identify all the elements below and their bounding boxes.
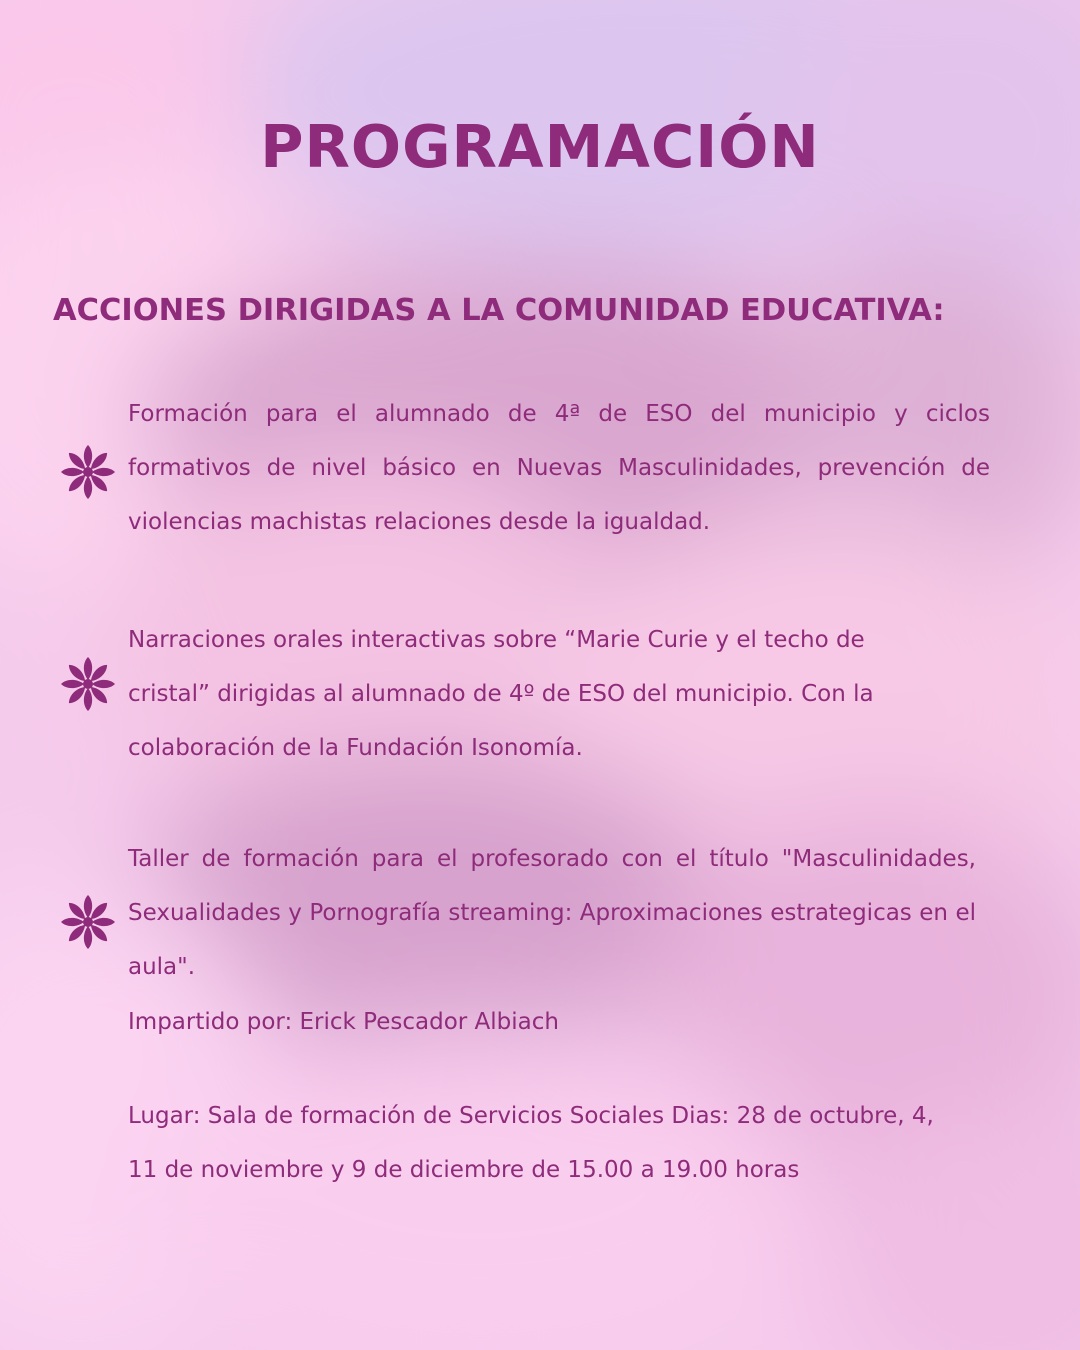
- location-dates: [128, 1089, 1028, 1197]
- location-line-2: 11 de noviembre y 9 de diciembre de 15.00 a 19.00 horas: [128, 1157, 800, 1183]
- item-3-speaker: Impartido por: Erick Pescador Albiach: [128, 1009, 559, 1035]
- item-2-line-3: colaboración de la Fundación Isonomía.: [128, 735, 583, 761]
- item-2: [128, 613, 990, 775]
- page-title: PROGRAMACIÓN: [260, 112, 820, 181]
- flower-asterisk-icon: [58, 442, 118, 502]
- location-line-1: Lugar: Sala de formación de Servicios Sociales Dias: 28 de octubre, 4,: [128, 1103, 934, 1129]
- section-subtitle: ACCIONES DIRIGIDAS A LA COMUNIDAD EDUCATIVA:: [53, 293, 945, 328]
- item-1-text: Formación para el alumnado de 4ª de ESO del municipio y ciclos formativos de nivel básico en Nuevas Masculinidades, prevención de violencias machistas relaciones desde la igualdad.: [128, 401, 990, 535]
- item-2-line-2: cristal” dirigidas al alumnado de 4º de ESO del municipio. Con la: [128, 681, 874, 707]
- item-3-text: Taller de formación para el profesorado con el título "Masculinidades, Sexualidades y Pornografía streaming: Aproximaciones estrategicas en el aula".: [128, 846, 976, 980]
- flower-asterisk-icon: [58, 654, 118, 714]
- flower-asterisk-icon: [58, 892, 118, 952]
- item-2-line-1: Narraciones orales interactivas sobre “Marie Curie y el techo de: [128, 627, 865, 653]
